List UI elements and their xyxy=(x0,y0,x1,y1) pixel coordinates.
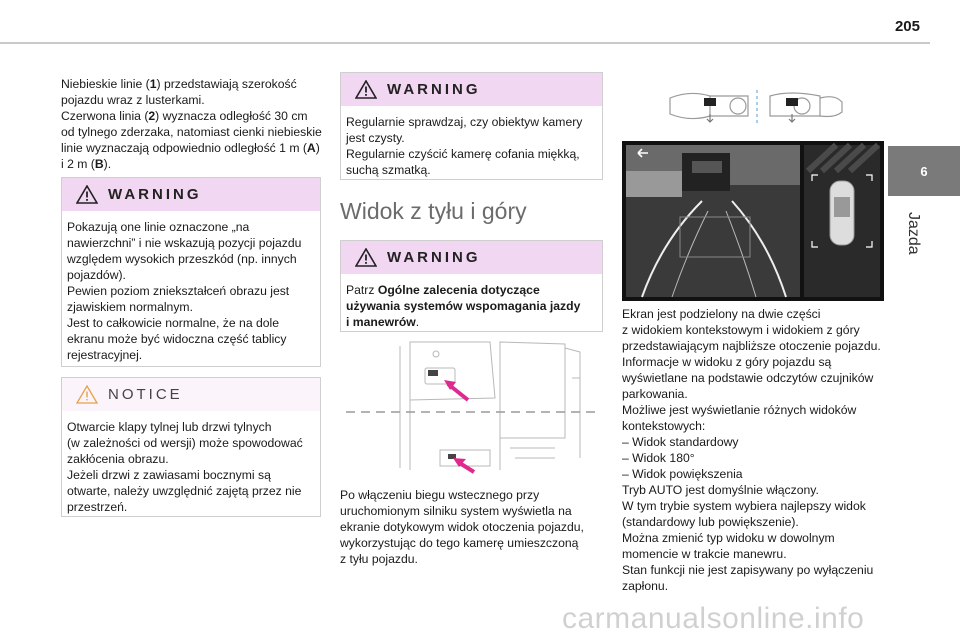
intro-line: od tylnego zderzaka, natomiast cienki niebieskie xyxy=(61,125,322,139)
notice-header xyxy=(62,378,320,411)
cross-reference-link: Ogólne zalecenia dotyczące xyxy=(377,283,540,297)
notice-text: Otwarcie klapy tylnej lub drzwi tylnych (w zależności od wersji) może spowodować zakłócenia obrazu. Jeżeli drzwi z zawiasami bocznymi są otwarte, należy uwzględnić zajętą przez nie przestrzeń. xyxy=(67,420,303,514)
header-rule xyxy=(0,42,930,44)
intro-line: Niebieskie linie (1) przedstawiają szerokość xyxy=(61,77,297,91)
warning-triangle-icon xyxy=(355,80,377,99)
warning-header xyxy=(341,241,602,274)
warning-header xyxy=(62,178,320,211)
warning-box-camera-clean xyxy=(340,72,603,180)
warning-text: Regularnie sprawdzaj, czy obiektyw kamery jest czysty. Regularnie czyścić kamerę cofania miękką, suchą szmatką. xyxy=(346,115,583,177)
warning-label: WARNING xyxy=(108,186,202,203)
list-item: – Widok powiększenia xyxy=(622,467,743,481)
notice-triangle-icon xyxy=(76,385,98,404)
warning-triangle-icon xyxy=(76,185,98,204)
warning-text: Patrz Ogólne zalecenia dotyczące używania systemów wspomagania jazdy i manewrów. xyxy=(346,283,581,329)
rear-view-description: Po włączeniu biegu wstecznego przy uruchomionym silniku system wyświetla na ekranie dotykowym widok otoczenia pojazdu, wykorzystując do tego kamerę umieszczoną z tyłu pojazdu. xyxy=(340,488,584,566)
list-item: – Widok standardowy xyxy=(622,435,739,449)
list-item: – Widok 180° xyxy=(622,451,695,465)
notice-box-tailgate xyxy=(61,377,321,517)
section-heading: Widok z tyłu i góry xyxy=(340,198,527,224)
warning-text: Pokazują one linie oznaczone „na nawierzchni” i nie wskazują pozycji pojazdu względem wysokich przeszkód (np. innych pojazdów). Pewien poziom zniekształceń obrazu jest zjawiskiem normalnym. Jest to całkowicie normalne, że na dole ekranu może być widoczna część tablicy rejestracyjnej. xyxy=(67,220,302,362)
chapter-number: 6 xyxy=(920,163,928,179)
cross-reference-link: i manewrów xyxy=(346,315,416,329)
warning-label: WARNING xyxy=(387,249,481,266)
warning-triangle-icon xyxy=(355,248,377,267)
warning-label: WARNING xyxy=(387,81,481,98)
watermark: carmanualsonline.info xyxy=(562,602,865,635)
chapter-tab xyxy=(888,146,960,196)
intro-line: Czerwona linia (2) wyznacza odległość 30 cm xyxy=(61,109,308,123)
van-rear-camera-illustration xyxy=(340,338,604,476)
chapter-title-text: Jazda xyxy=(905,212,922,255)
cross-reference-link: używania systemów wspomagania jazdy xyxy=(346,299,581,313)
intro-line: pojazdu wraz z lusterkami. xyxy=(61,93,205,107)
warning-box-see-general xyxy=(340,240,603,332)
notice-label: NOTICE xyxy=(108,386,183,403)
mirror-camera-icons xyxy=(660,88,850,128)
warning-box-distortion xyxy=(61,177,321,367)
rear-camera-screen xyxy=(622,141,884,301)
intro-paragraph xyxy=(61,76,323,172)
warning-header xyxy=(341,73,602,106)
intro-line: i 2 m (B). xyxy=(61,157,112,171)
split-screen-description: Ekran jest podzielony na dwie części z widokiem kontekstowym i widokiem z góry przedstawiającym najbliższe otoczenie pojazdu. Informacje w widoku z góry pojazdu są wyświetlane na podstawie odczytów czujników parkowania. Możliwe jest wyświetlanie różnych widoków kontekstowych: – Widok standardowy – Widok 180° – Widok powiększenia Tryb AUTO jest domyślnie włączony. W tym trybie system wybiera najlepszy widok (standardowy lub powiększenie). Można zmienić typ widoku w dowolnym momencie w trakcie manewru. Stan funkcji nie jest zapisywany po wyłączeniu zapłonu. xyxy=(622,306,884,594)
page-number: 205 xyxy=(894,18,920,35)
chapter-title xyxy=(900,212,930,272)
intro-line: linie wyznaczają odpowiednio odległość 1 m (A) xyxy=(61,141,320,155)
